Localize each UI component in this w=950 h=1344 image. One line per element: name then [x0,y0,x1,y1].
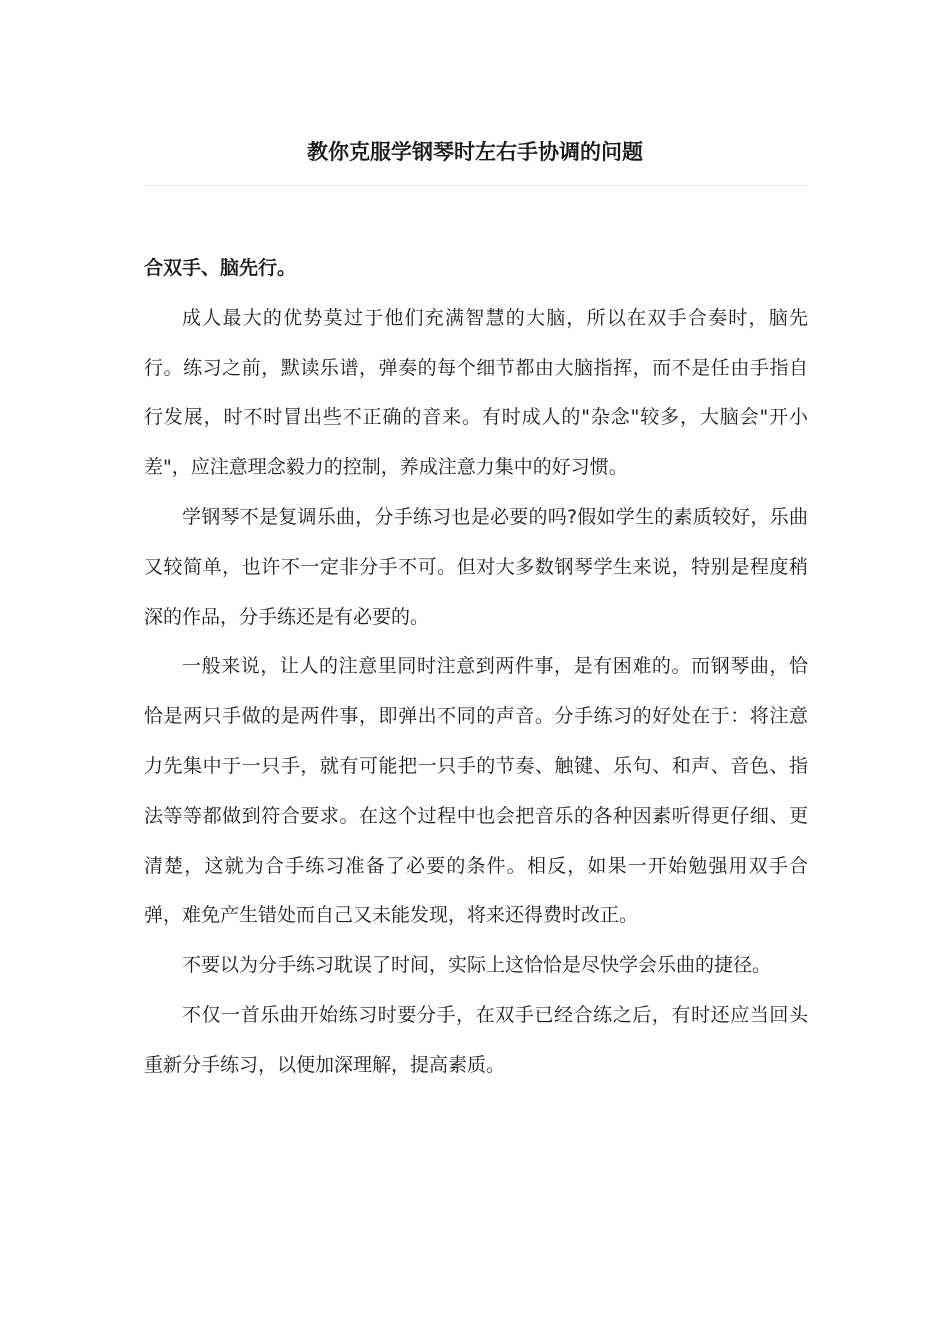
paragraph-5: 不仅一首乐曲开始练习时要分手，在双手已经合练之后，有时还应当回头重新分手练习，以便加深理解，提高素质。 [144,1003,808,1076]
document-title: 教你克服学钢琴时左右手协调的问题 [307,140,643,164]
title-divider [144,185,806,186]
section-heading: 合双手、脑先行。 [144,257,297,279]
paragraph-4: 不要以为分手练习耽误了时间，实际上这恰恰是尽快学会乐曲的捷径。 [182,954,772,977]
document-body [144,244,808,1091]
paragraph-3: 一般来说，让人的注意里同时注意到两件事，是有困难的。而钢琴曲，恰恰是两只手做的是两件事，即弹出不同的声音。分手练习的好处在于：将注意力先集中于一只手，就有可能把一只手的节奏、触键、乐句、和声、音色、指法等等都做到符合要求。在这个过程中也会把音乐的各种因素听得更仔细、更清楚，这就为合手练习准备了必要的条件。相反，如果一开始勉强用双手合弹，难免产生错处而自己又未能发现，将来还得费时改正。 [144,655,808,927]
paragraph-2: 学钢琴不是复调乐曲，分手练习也是必要的吗?假如学生的素质较好，乐曲又较简单，也许不一定非分手不可。但对大多数钢琴学生来说，特别是程度稍深的作品，分手练还是有必要的。 [144,505,808,628]
paragraph-1: 成人最大的优势莫过于他们充满智慧的大脑，所以在双手合奏时，脑先行。练习之前，默读乐谱，弹奏的每个细节都由大脑指挥，而不是任由手指自行发展，时不时冒出些不正确的音来。有时成人的"杂念"较多，大脑会"开小差"，应注意理念毅力的控制，养成注意力集中的好习惯。 [144,306,808,479]
